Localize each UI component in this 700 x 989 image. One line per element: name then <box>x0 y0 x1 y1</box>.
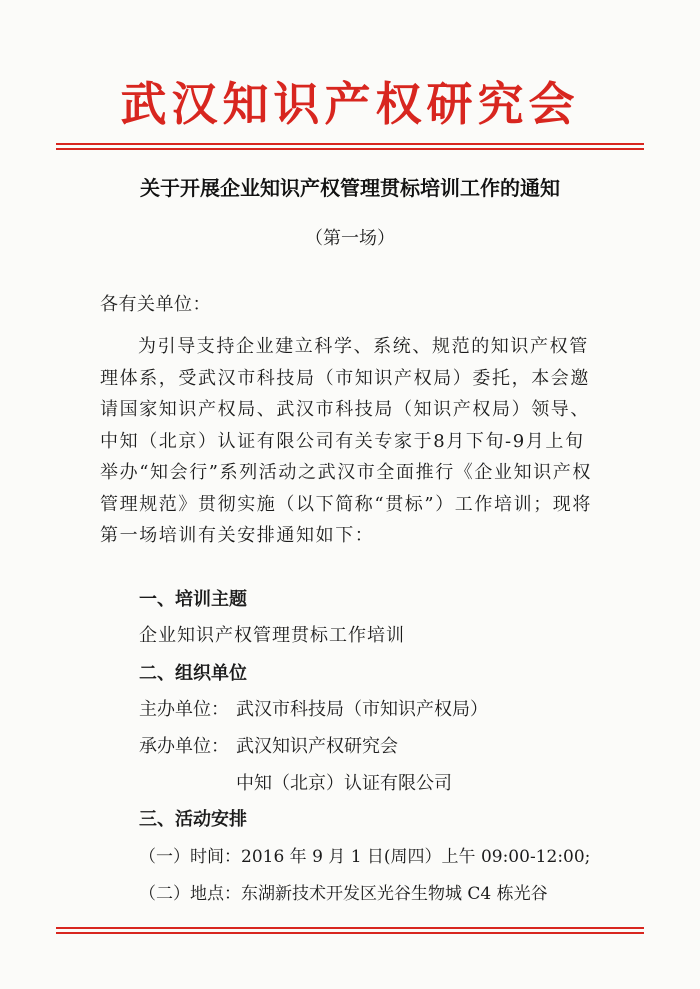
letterhead-rule-thin <box>56 148 644 150</box>
letterhead-title: 武汉知识产权研究会 <box>120 77 580 131</box>
section-heading-arrangement: 三、活动安排 <box>139 809 247 830</box>
host-label: 主办单位： <box>139 699 229 720</box>
document-title: 关于开展企业知识产权管理贯标培训工作的通知 <box>140 176 560 200</box>
salutation: 各有关单位： <box>100 294 211 315</box>
coorganizer-value-1: 武汉知识产权研究会 <box>236 736 398 757</box>
coorganizer-value-2: 中知（北京）认证有限公司 <box>236 773 452 794</box>
document-subtitle: （第一场） <box>305 228 395 249</box>
footer-rule-thin <box>56 932 644 934</box>
intro-paragraph: 为引导支持企业建立科学、系统、规范的知识产权管理体系，受武汉市科技局（市知识产权局）委托，本会邀请国家知识产权局、武汉市科技局（知识产权局）领导、中知（北京）认证有限公司有关专家于8月下旬-9月上旬举办“知会行”系列活动之武汉市全面推行《企业知识产权管理规范》贯彻实施（以下简称“贯标”）工作培训；现将第一场培训有关安排通知如下： <box>100 336 593 546</box>
section-heading-organizers: 二、组织单位 <box>139 663 247 684</box>
arrangement-time: （一）时间：2016 年 9 月 1 日(周四）上午 09:00-12:00; <box>139 847 591 867</box>
letterhead-rule-thick <box>56 143 644 145</box>
footer-rule-thick <box>56 927 644 929</box>
topic-content: 企业知识产权管理贯标工作培训 <box>139 625 405 646</box>
arrangement-location: （二）地点：东湖新技术开发区光谷生物城 C4 栋光谷 <box>139 884 548 904</box>
section-heading-topic: 一、培训主题 <box>139 589 247 610</box>
host-value: 武汉市科技局（市知识产权局） <box>236 699 488 720</box>
coorganizer-label: 承办单位： <box>139 736 229 757</box>
